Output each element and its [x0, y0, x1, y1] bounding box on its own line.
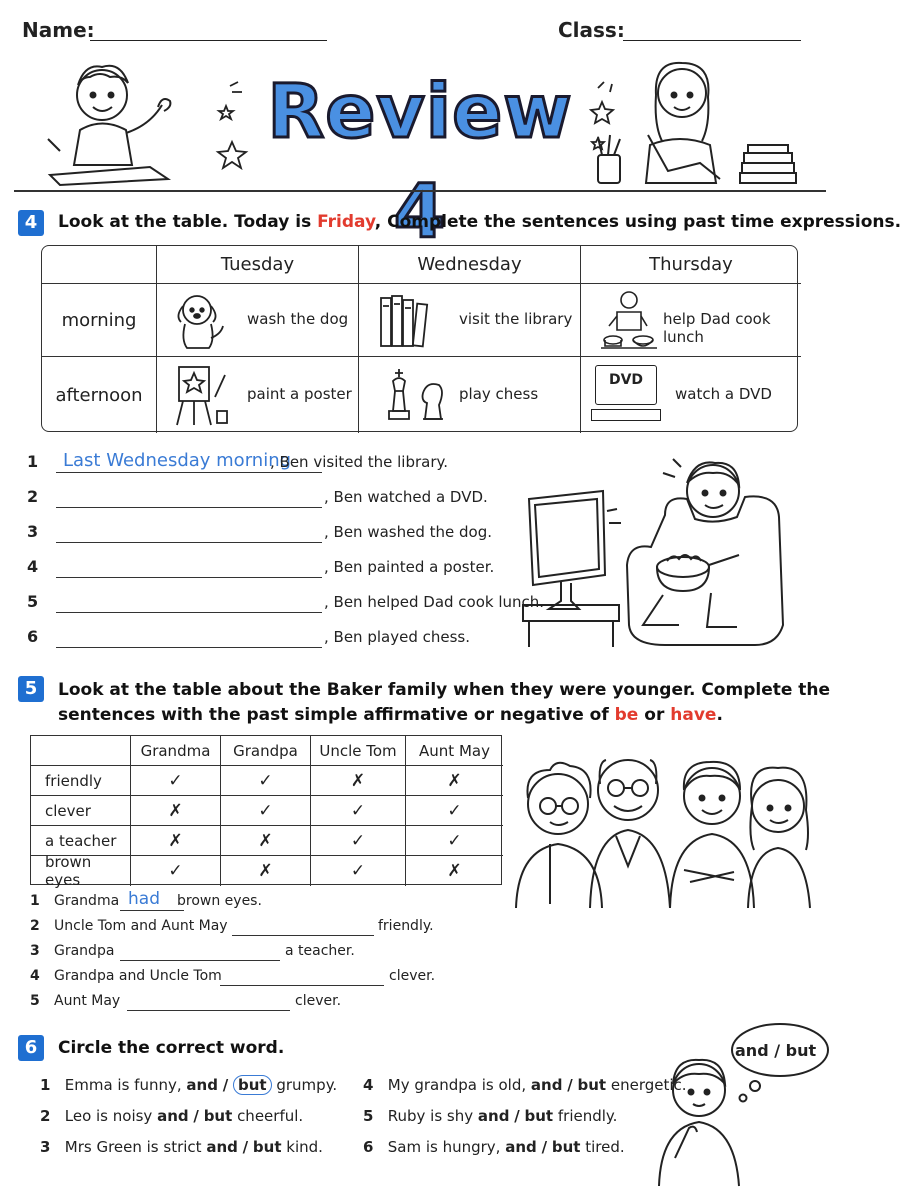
tv-icon — [595, 365, 657, 405]
option-and[interactable]: and — [186, 1076, 218, 1094]
sentence-text: , Ben helped Dad cook lunch. — [324, 593, 545, 611]
table-mark: ✓ — [311, 796, 406, 826]
item-text-start: Emma is funny, — [64, 1076, 182, 1094]
table-mark: ✗ — [221, 856, 311, 886]
item-number: 4 — [363, 1076, 374, 1094]
dvd-label: DVD — [608, 372, 644, 388]
col-header: Aunt May — [406, 736, 503, 766]
section4-number: 4 — [18, 210, 44, 236]
cell-thu-morning — [581, 284, 801, 357]
name-label: Name: — [22, 18, 95, 42]
table-mark: ✓ — [221, 796, 311, 826]
row-label-morning: morning — [42, 284, 157, 357]
table-mark: ✗ — [311, 766, 406, 796]
col-header: Grandpa — [221, 736, 311, 766]
option-and[interactable]: and — [477, 1107, 510, 1125]
answer-blank[interactable] — [56, 542, 322, 543]
sentence-number: 6 — [27, 627, 39, 646]
table-mark: ✓ — [406, 826, 503, 856]
item-text-end: grumpy. — [276, 1076, 338, 1094]
option-and[interactable]: and — [505, 1138, 537, 1156]
sentence-end: friendly. — [378, 918, 434, 934]
row-label-afternoon: afternoon — [42, 357, 157, 433]
option-slash: / — [567, 1076, 573, 1094]
cell-wed-afternoon — [359, 357, 581, 433]
sentence-number: 2 — [27, 487, 39, 506]
option-but[interactable]: but — [252, 1138, 282, 1156]
highlight-be: be — [614, 705, 639, 725]
sentence-end: clever. — [389, 968, 436, 984]
item-text-end: tired. — [585, 1138, 625, 1156]
answer-blank[interactable] — [120, 960, 280, 961]
table-mark: ✗ — [131, 826, 221, 856]
activity-label: watch a DVD — [675, 385, 772, 403]
row-label: a teacher — [31, 826, 131, 856]
circle-word-item — [40, 1076, 337, 1094]
answer-blank[interactable] — [56, 577, 322, 578]
item-text-end: friendly. — [557, 1107, 618, 1125]
option-slash: / — [541, 1138, 548, 1156]
sentence-start: Grandma — [54, 893, 120, 909]
table-mark: ✗ — [221, 826, 311, 856]
item-number: 6 — [363, 1138, 374, 1156]
sentence-end: brown eyes. — [177, 893, 262, 909]
sentence-start: Grandpa — [54, 943, 115, 959]
chess-icon — [385, 365, 449, 425]
activity-label: help Dad cook lunch — [663, 310, 771, 346]
item-text-start: My grandpa is old, — [387, 1076, 527, 1094]
cell-tue-afternoon — [157, 357, 359, 433]
section4-instruction: Look at the table. Today is Friday, Complete the sentences using past time expressions. — [58, 212, 901, 232]
sentence-text: , Ben played chess. — [324, 628, 470, 646]
answer-blank[interactable] — [127, 1010, 290, 1011]
sentence-text: , Ben painted a poster. — [324, 558, 495, 576]
section6-number: 6 — [18, 1035, 44, 1061]
col-header-wednesday: Wednesday — [359, 246, 581, 284]
table-mark: ✓ — [221, 766, 311, 796]
answer-text: had — [128, 889, 160, 909]
table-mark: ✗ — [131, 796, 221, 826]
class-line[interactable] — [623, 40, 801, 41]
schedule-table — [41, 245, 798, 432]
item-text-start: Leo is noisy — [64, 1107, 153, 1125]
option-slash: / — [514, 1107, 520, 1125]
dvd-player-icon — [591, 409, 661, 421]
activity-label: play chess — [459, 385, 539, 403]
name-line[interactable] — [90, 40, 327, 41]
sentence-end: clever. — [295, 993, 342, 1009]
option-and[interactable]: and — [157, 1107, 189, 1125]
table-mark: ✓ — [311, 856, 406, 886]
circle-word-item — [40, 1107, 303, 1125]
item-number: 3 — [40, 1138, 51, 1156]
item-text-start: Mrs Green is strict — [64, 1138, 202, 1156]
cell-wed-morning — [359, 284, 581, 357]
col-header: Uncle Tom — [311, 736, 406, 766]
sentence-number: 3 — [27, 522, 39, 541]
answer-blank[interactable] — [56, 647, 322, 648]
activity-label: visit the library — [459, 310, 573, 328]
sentence-text: , Ben washed the dog. — [324, 523, 493, 541]
answer-blank[interactable] — [56, 612, 322, 613]
option-slash: / — [193, 1107, 199, 1125]
highlight-day: Friday — [317, 212, 375, 232]
sentence-text: , Ben visited the library. — [270, 453, 449, 471]
answer-blank[interactable] — [232, 935, 374, 936]
thought-bubble-text: and / but — [735, 1041, 817, 1060]
answer-blank[interactable] — [120, 910, 184, 911]
boy-watching-tv-illustration — [515, 455, 805, 655]
section5-instruction-line1: Look at the table about the Baker family when they were younger. Complete the — [58, 680, 831, 700]
sentence-end: a teacher. — [285, 943, 355, 959]
option-and[interactable]: and — [530, 1076, 563, 1094]
option-and[interactable]: and — [206, 1138, 238, 1156]
answer-blank[interactable] — [56, 472, 322, 473]
option-but[interactable]: but — [524, 1107, 554, 1125]
item-text-start: Sam is hungry, — [387, 1138, 501, 1156]
item-text-end: cheerful. — [237, 1107, 304, 1125]
circle-word-item — [363, 1138, 625, 1156]
girl-reading-illustration — [590, 55, 805, 190]
section5-number: 5 — [18, 676, 44, 702]
row-label: friendly — [31, 766, 131, 796]
sentence-number: 1 — [30, 893, 40, 909]
books-icon — [379, 292, 441, 352]
sentence-number: 4 — [27, 557, 39, 576]
table-mark: ✓ — [311, 826, 406, 856]
table-mark: ✓ — [131, 856, 221, 886]
answer-blank[interactable] — [220, 985, 384, 986]
section5-instruction-line2: sentences with the past simple affirmative or negative of be or have. — [58, 705, 723, 725]
table-corner — [42, 246, 157, 284]
dog-icon — [167, 288, 229, 352]
item-text-end: kind. — [286, 1138, 323, 1156]
easel-icon — [171, 361, 233, 427]
circle-word-item — [363, 1076, 687, 1094]
item-text-start: Ruby is shy — [387, 1107, 474, 1125]
table-corner — [31, 736, 131, 766]
col-header: Grandma — [131, 736, 221, 766]
star-decor-left — [212, 80, 252, 170]
table-mark: ✗ — [447, 861, 462, 881]
option-but[interactable]: but — [551, 1138, 581, 1156]
option-but[interactable]: but — [233, 1075, 272, 1095]
option-slash: / — [242, 1138, 249, 1156]
table-mark: ✗ — [406, 766, 503, 796]
sentence-number: 5 — [30, 993, 40, 1009]
page-title: Review 4 — [267, 69, 573, 255]
item-number: 2 — [40, 1107, 51, 1125]
option-but[interactable]: but — [203, 1107, 233, 1125]
cell-thu-afternoon — [581, 357, 801, 433]
highlight-have: have — [670, 705, 717, 725]
circle-word-item — [363, 1107, 617, 1125]
col-header-tuesday: Tuesday — [157, 246, 359, 284]
section6-instruction: Circle the correct word. — [58, 1038, 285, 1058]
item-text-end: energetic. — [610, 1076, 687, 1094]
row-label: clever — [31, 796, 131, 826]
family-illustration — [510, 740, 810, 910]
item-number: 1 — [40, 1076, 51, 1094]
header-divider — [14, 190, 826, 192]
table-mark: ✓ — [131, 766, 221, 796]
sentence-start: Grandpa and Uncle Tom — [54, 968, 222, 984]
family-table — [30, 735, 502, 889]
sentence-text: , Ben watched a DVD. — [324, 488, 488, 506]
class-label: Class: — [558, 18, 625, 42]
cooking-icon — [601, 288, 657, 352]
sentence-start: Uncle Tom and Aunt May — [54, 918, 228, 934]
sentence-number: 4 — [30, 968, 40, 984]
sentence-number: 2 — [30, 918, 40, 934]
activity-label: wash the dog — [247, 310, 349, 328]
sentence-number: 5 — [27, 592, 39, 611]
boy-writing-illustration — [40, 55, 190, 185]
col-header-thursday: Thursday — [581, 246, 801, 284]
row-label: brown eyes — [31, 856, 131, 886]
cell-tue-morning — [157, 284, 359, 357]
activity-label: paint a poster — [247, 385, 352, 403]
sentence-start: Aunt May — [54, 993, 121, 1009]
item-number: 5 — [363, 1107, 374, 1125]
option-but[interactable]: but — [577, 1076, 607, 1094]
answer-text: Last Wednesday morning — [63, 450, 292, 471]
sentence-number: 1 — [27, 452, 39, 471]
option-slash: / — [222, 1076, 229, 1094]
sentence-number: 3 — [30, 943, 40, 959]
circle-word-item — [40, 1138, 323, 1156]
table-mark: ✓ — [406, 796, 503, 826]
answer-blank[interactable] — [56, 507, 322, 508]
